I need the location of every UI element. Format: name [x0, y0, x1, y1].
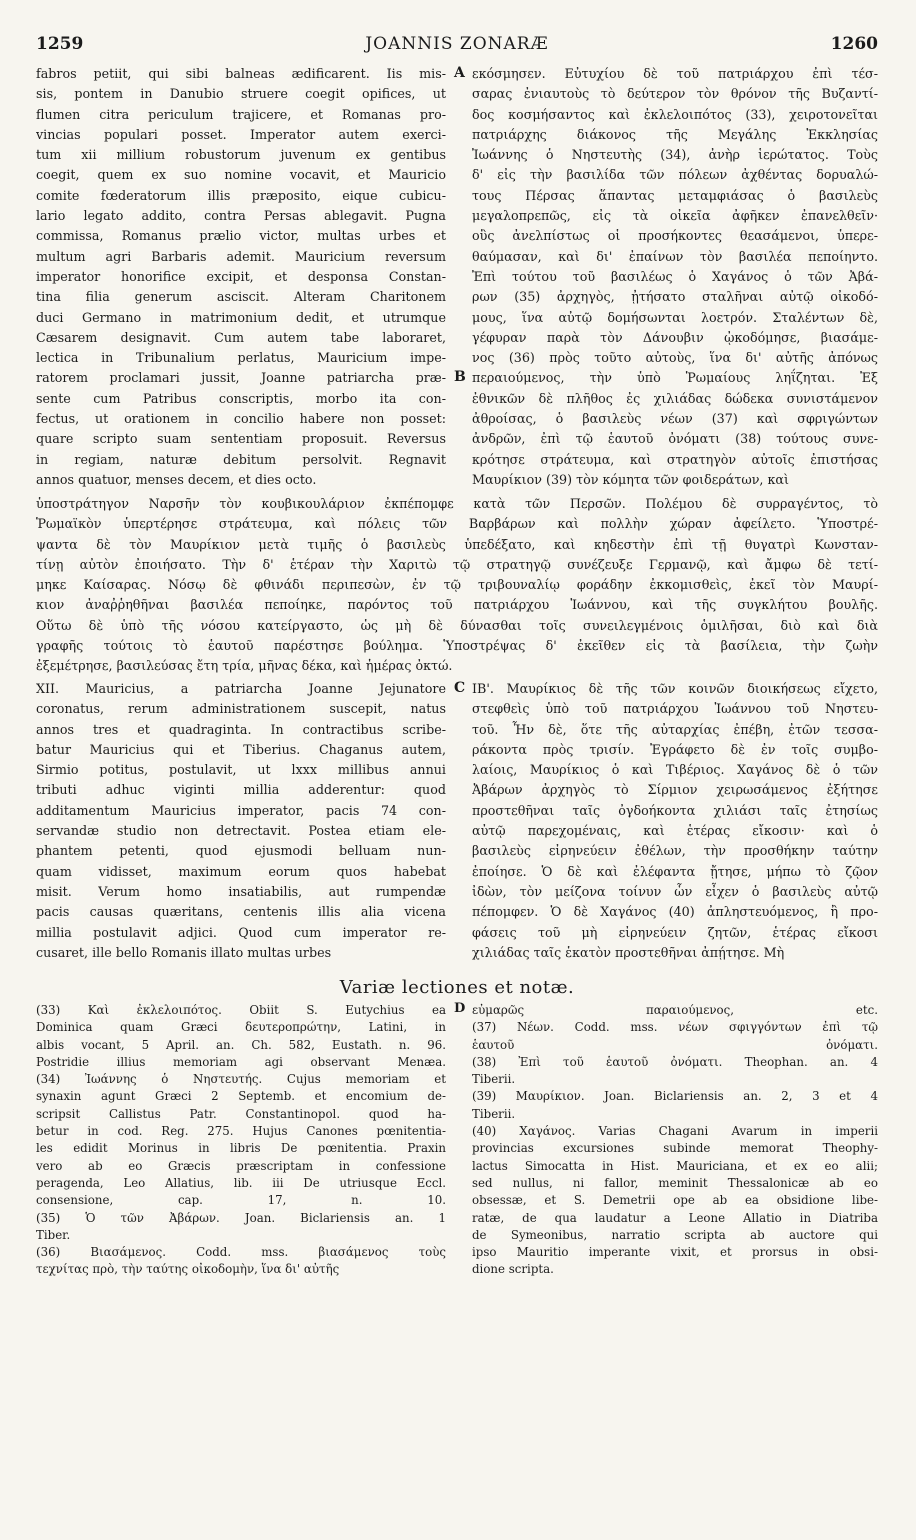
text-line: tributi adhuc viginti millia adderentur: quod [36, 782, 446, 798]
text-line: XII. Mauricius, a patriarcha Joanne Jejunatore [36, 681, 446, 696]
text-line: ἐποίησε. Ὁ δὲ καὶ ἐλέφαντα ᾔτησε, μήπω τὸ ζῷον [472, 863, 878, 879]
text-line: μεγαλοπρεπῶς, εἰς τὰ οἰκεῖα ἀφῆκεν ἐπανελθεῖν· [472, 208, 878, 224]
text-line: Cæsarem designavit. Cum autem tabe laboraret, [36, 329, 446, 345]
text-line: flumen citra periculum trajicere, et Romanas pro- [36, 106, 446, 122]
note-line: Tiberii. [472, 1106, 516, 1121]
note-line: (34) Ἰωάννης ὁ Νηστευτής. Cujus memoriam et [36, 1072, 446, 1087]
text-line: additamentum Mauricius imperator, pacis 74 con- [36, 802, 446, 818]
note-line: Tiberii. [472, 1072, 516, 1087]
text-line: προστεθῆναι ταῖς ὀγδοήκοντα χιλιάσι ταῖς ἐτησίως [472, 802, 878, 818]
text-line: ὑποστράτηγον Ναρσῆν τὸν κουβικουλάριον ἐκπέπομφε κατὰ τῶν Περσῶν. Πολέμου δὲ συρραγέντος, τὸ [36, 496, 878, 511]
text-line: Μαυρίκιον (39) τὸν κόμητα τῶν φοιδεράτων, καὶ [472, 471, 789, 487]
text-line: Ἐπὶ τούτου τοῦ βασιλέως ὁ Χαγάνος ὁ τῶν Ἀβά- [472, 268, 878, 284]
note-line: scripsit Callistus Patr. Constantinopol. quod ha- [36, 1106, 446, 1121]
text-line: κρότησε στράτευμα, καὶ στρατηγὸν αὐτοῖς ἐπιστήσας [472, 451, 878, 467]
text-line: σαρας ἐνιαυτοὺς τὸ δεύτερον τὸν θρόνον τῆς Βυζαντί- [472, 86, 878, 102]
text-line: tina filia generum asciscit. Alteram Charitonem [36, 289, 446, 305]
text-line: Ἰωάννης ὁ Νηστευτὴς (34), ἀνὴρ ἱερώτατος. Τοὺς [472, 147, 878, 163]
note-line: peragenda, Leo Allatius, lib. iii De utriusque Eccl. [36, 1175, 446, 1190]
text-line: millia postulavit adjici. Quod cum imperator re- [36, 924, 446, 940]
note-line: lactus Simocatta in Hist. Mauriciana, et ex eo alii; [472, 1158, 878, 1173]
note-line: consensione, cap. 17, n. 10. [36, 1193, 446, 1208]
text-line: Οὕτω δὲ ὑπὸ τῆς νόσου κατείργαστο, ὡς μὴ δὲ δύνασθαι τοῖς συνειλεγμένοις ὁμιλῆσαι, διὸ καὶ διὰ [36, 617, 878, 633]
text-line: ράκοντα πρὸς τρισίν. Ἐγράφετο δὲ ἐν τοῖς συμβο- [472, 741, 878, 757]
text-line: νος (36) πρὸς τοῦτο αὐτοὺς, ἵνα δι' αὐτῆς ἀπόνως [472, 350, 878, 366]
text-line: πατριάρχης διάκονος τῆς Μεγάλης Ἐκκλησίας [472, 126, 878, 142]
page-number-right: 1260 [830, 34, 878, 54]
margin-marker-c: C [454, 680, 466, 696]
note-line: obsessæ, et S. Demetrii ope ab ea obsidione libe- [472, 1193, 878, 1208]
text-line: misit. Verum homo insatiabilis, aut rumpendæ [36, 883, 446, 899]
text-line: στεφθεὶς ὑπὸ τοῦ πατριάρχου Ἰωάννου τοῦ Νηστευ- [472, 701, 878, 717]
text-line: imperator honorifice excipit, et desponsa Constan- [36, 268, 446, 284]
text-line: γέφυραν παρὰ τὸν Δάνουβιν ᾠκοδόμησε, βιασάμε- [472, 329, 878, 345]
text-line: βασιλεὺς εἰρηνεύειν ἐθέλων, τὴν προσθήκην ταύτην [472, 843, 878, 859]
text-line: περαιούμενος, τὴν ὑπὸ Ῥωμαίους ληΐζηται. Ἐξ [472, 370, 878, 386]
margin-marker-d: D [454, 1001, 466, 1016]
note-line: de Symeonibus, narratio scripta ab auctore qui [472, 1227, 878, 1242]
note-line: betur in cod. Reg. 275. Hujus Canones pœnitentia- [36, 1124, 446, 1139]
text-line: ratorem proclamari jussit, Joanne patriarcha præ- [36, 370, 446, 386]
top-columns [36, 64, 878, 494]
page-number-left: 1259 [36, 34, 84, 54]
text-line: ΙΒ'. Μαυρίκιος δὲ τῆς τῶν κοινῶν διοικήσεως εἴχετο, [472, 681, 878, 696]
text-line: servandæ studio non detrectavit. Postea etiam ele- [36, 823, 446, 839]
greek-column-mid [472, 679, 878, 963]
text-line: sis, pontem in Danubio struere coegit opifices, ut [36, 86, 446, 102]
latin-column-mid [36, 679, 446, 963]
text-line: multum agri Barbaris ademit. Mauricium reversum [36, 248, 446, 264]
text-line: τοῦ. Ἦν δὲ, ὅτε τῆς αὐταρχίας ἐπέβη, ἐτῶν τεσσα- [472, 721, 878, 737]
greek-column-top [472, 64, 878, 490]
text-line: tum xii millium robustorum juvenum ex gentibus [36, 147, 446, 163]
note-line: (37) Νέων. Codd. mss. νέων σφιγγόντων ἐπὶ τῷ [472, 1020, 878, 1035]
notes-column-right [472, 1002, 878, 1279]
running-header [36, 28, 878, 64]
text-line: lario legato addito, contra Persas ablegavit. Pugna [36, 208, 446, 224]
text-line: εκόσμησεν. Εὐτυχίου δὲ τοῦ πατριάρχου ἐπὶ τέσ- [472, 66, 878, 81]
text-line: χιλιάδας ταῖς ἑκατὸν προστεθῆναι ἀπῄτησε. Μὴ [472, 944, 785, 960]
text-line: fabros petiit, qui sibi balneas ædificarent. Iis mis- [36, 66, 446, 81]
note-line: Tiber. [36, 1227, 71, 1242]
text-line: αὐτῷ παρεχομέναις, καὶ ἑτέρας εἴκοσιν· καὶ ὁ [472, 823, 878, 839]
notes-column-left [36, 1002, 446, 1279]
text-line: vincias populari posset. Imperator autem exerci- [36, 126, 446, 142]
margin-marker-a: A [454, 65, 465, 81]
note-line: Postridie illius memoriam agi observant Menæa. [36, 1054, 446, 1069]
notes-section [36, 1002, 878, 1302]
note-line: (39) Μαυρίκιον. Joan. Biclariensis an. 2, 3 et 4 [472, 1089, 878, 1104]
text-line: quare scripto suam sententiam proposuit. Reversus [36, 431, 446, 447]
text-line: phantem petenti, quod ejusmodi belluam nun- [36, 843, 446, 859]
note-line: les edidit Morinus in libris De pœnitentia. Praxin [36, 1141, 446, 1156]
text-line: ἀθροίσας, ὁ βασιλεὺς νέων (37) καὶ σφριγώντων [472, 411, 878, 427]
greek-full-width [36, 494, 878, 679]
note-line: provincias excursiones subinde memorat Theophy- [472, 1141, 878, 1156]
text-line: annos tres et quadraginta. In contractibus scribe- [36, 721, 446, 737]
note-line: ἑαυτοῦ ὀνόματι. [472, 1037, 878, 1052]
text-line: coegit, quem ex suo nomine vocavit, et Mauricio [36, 167, 446, 183]
text-line: ρων (35) ἀρχηγὸς, ᾐτήσατο σταλῆναι αὐτῷ οἰκοδό- [472, 289, 878, 305]
text-line: ἐξεμέτρησε, βασιλεύσας ἔτη τρία, μῆνας δέκα, καὶ ἡμέρας ὀκτώ. [36, 658, 453, 674]
text-line: τίνῃ αὐτὸν ἐποιήσατο. Τὴν δ' ἑτέραν τὴν Χαριτὼ τῷ στρατηγῷ συνέζευξε Γερμανῷ, καὶ ἄμφω δὲ τετί- [36, 556, 878, 572]
text-line: μηκε Καίσαρας. Νόσῳ δὲ φθινάδι περιπεσὼν, ἐν τῷ τριβουναλίῳ φοράδην ἐκκομισθεὶς, ἐκεῖ τὸν Μαυρί- [36, 577, 878, 593]
text-line: θαύμασαν, καὶ δι' ἐπαίνων τὸν βασιλέα πεποίηντο. [472, 248, 878, 264]
text-line: φάσεις τοῦ μὴ εἰρηνεύειν ζητῶν, ἑτέρας εἴκοσι [472, 924, 878, 940]
text-line: κιον ἀναῤῥηθῆναι βασιλέα πεποίηκε, παρόντος τοῦ πατριάρχου Ἰωάννου, καὶ τῆς συγκλήτου βουλῆς. [36, 597, 878, 613]
text-line: ἀνδρῶν, ἐπὶ τῷ ἑαυτοῦ ὀνόματι (38) τούτους συνε- [472, 431, 878, 447]
text-line: λαίοις, Μαυρίκιος ὁ καὶ Τιβέριος. Χαγάνος δὲ ὁ τῶν [472, 762, 878, 778]
note-line: albis vocant, 5 April. an. Ch. 582, Eustath. n. 96. [36, 1037, 446, 1052]
margin-marker-b: B [454, 369, 466, 385]
text-line: quam vidisset, maximum eorum quos habebat [36, 863, 446, 879]
text-line: batur Mauricius qui et Tiberius. Chaganus autem, [36, 741, 446, 757]
latin-column-top [36, 64, 446, 490]
text-line: ψαντα δὲ τὸν Μαυρίκιον μετὰ τιμῆς ὁ βασιλεὺς ὑπεδέξατο, καὶ κηδεστὴν ἐπὶ τῇ θυγατρὶ Κωνσταν- [36, 536, 878, 552]
note-line: Dominica quam Græci δευτεροπρώτην, Latini, in [36, 1020, 446, 1035]
text-line: annos quatuor, menses decem, et dies octo. [36, 471, 317, 487]
text-line: Sirmio potitus, postulavit, ut lxxx millibus annui [36, 762, 446, 778]
note-line: synaxin agunt Græci 2 Septemb. et encomium de- [36, 1089, 446, 1104]
text-line: in regiam, naturæ debitum persolvit. Regnavit [36, 451, 446, 467]
text-line: commissa, Romanus prælio victor, multas urbes et [36, 228, 446, 244]
text-line: fectus, ut orationem in concilio habere non posset: [36, 411, 446, 427]
note-line: ipso Mauritio imperante vixit, et prorsus in obsi- [472, 1245, 878, 1260]
note-line: dione scripta. [472, 1262, 554, 1277]
note-line: (40) Χαγάνος. Varias Chagani Avarum in imperii [472, 1124, 878, 1139]
text-line: πέπομφεν. Ὁ δὲ Χαγάνος (40) ἀπληστευόμενος, ἢ προ- [472, 904, 878, 920]
note-line: εὐμαρῶς παραιούμενος, etc. [472, 1003, 878, 1017]
note-line: vero ab eo Græcis præscriptam in confessione [36, 1158, 446, 1173]
text-line: δ' εἰς τὴν βασιλίδα τῶν πόλεων ἀχθέντας δορυαλώ- [472, 167, 878, 183]
text-line: ἰδὼν, τὸν μείζονα τοίνυν ὧν εἶχεν ὁ βασιλεὺς αὐτῷ [472, 883, 878, 899]
text-line: οὓς ἀνελπίστως οἱ προσήκοντες θεασάμενοι, ὑπερε- [472, 228, 878, 244]
note-line: (33) Καὶ ἐκλελοιπότος. Obiit S. Eutychius ea [36, 1003, 446, 1017]
note-line: τεχνίτας πρὸ, τὴν ταύτης οἰκοδομὴν, ἵνα δι' αὐτῆς [36, 1262, 340, 1277]
note-line: ratæ, de qua laudatur a Leone Allatio in Diatriba [472, 1210, 878, 1225]
note-line: (36) Βιασάμενος. Codd. mss. βιασάμενος τοὺς [36, 1245, 446, 1260]
text-line: coronatus, rerum administrationem suscepit, natus [36, 701, 446, 717]
note-line: (35) Ὁ τῶν Ἀβάρων. Joan. Biclariensis an. 1 [36, 1210, 446, 1225]
note-line: sed nullus, ni fallor, meminit Thessalonicæ ab eo [472, 1175, 878, 1190]
text-line: τους Πέρσας ἅπαντας μεταμφιάσας ὁ βασιλεὺς [472, 187, 878, 203]
text-line: γραφῆς τούτοις τὸ ἑαυτοῦ παρέστησε βούλημα. Ὑποστρέψας δ' ἐκεῖθεν εἰς τὰ βασίλεια, τὴν ζωὴν [36, 638, 878, 654]
text-line: comite fœderatorum illis præposito, eique cubicu- [36, 187, 446, 203]
text-line: μους, ἵνα αὐτῷ δομήσωνται λοετρόν. Σταλέντων δὲ, [472, 309, 878, 325]
running-title: JOANNIS ZONARÆ [365, 34, 549, 54]
text-line: Ῥωμαϊκὸν ὑπερτέρησε στράτευμα, καὶ πόλεις τῶν Βαρβάρων καὶ πολλὴν χώραν ἀφείλετο. Ὑποστρέ- [36, 516, 878, 532]
notes-heading: Variæ lectiones et notæ. [339, 977, 575, 998]
middle-columns [36, 679, 878, 967]
text-line: pacis causas quæritans, centenis illis alia vicena [36, 904, 446, 920]
text-line: cusaret, ille bello Romanis illato multas urbes [36, 944, 332, 960]
text-line: duci Germano in matrimonium dedit, et utrumque [36, 309, 446, 325]
note-line: (38) Ἐπὶ τοῦ ἑαυτοῦ ὀνόματι. Theophan. an. 4 [472, 1054, 878, 1069]
text-line: lectica in Tribunalium perlatus, Mauricium impe- [36, 350, 446, 366]
text-line: sente cum Patribus conscriptis, morbo ita con- [36, 390, 446, 406]
text-line: ἐθνικῶν δὲ πλῆθος ἐς χιλιάδας δώδεκα συνιστάμενον [472, 390, 878, 406]
text-line: δος κοσμήσαντος καὶ ἐκλελοιπότος (33), χειροτονεῖται [472, 106, 878, 122]
text-line: Ἀβάρων ἀρχηγὸς τὸ Σίρμιον χειρωσάμενος ἐξήτησε [472, 782, 878, 798]
